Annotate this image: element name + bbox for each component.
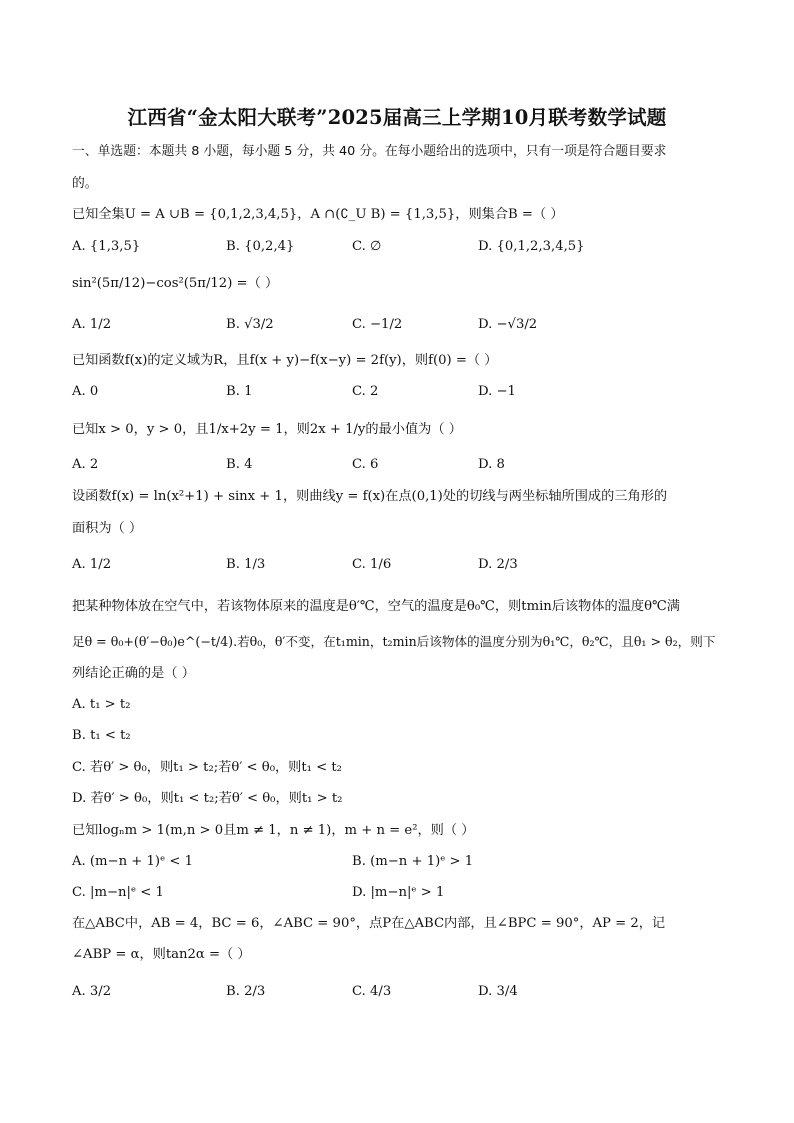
q2-option-c: C. −1/2	[352, 317, 403, 332]
q3-option-a: A. 0	[72, 384, 99, 399]
q8-option-b: B. 2/3	[226, 984, 266, 999]
q5-option-d: D. 2/3	[478, 557, 518, 572]
q6-option-b: B. t₁ < t₂	[72, 728, 131, 743]
question-3-stem: 已知函数f(x)的定义域为R，且f(x + y)−f(x−y) = 2f(y)，则f(0) =（ ）	[72, 353, 498, 368]
q8-option-c: C. 4/3	[352, 984, 392, 999]
q1-option-c: C. ∅	[352, 239, 382, 254]
section-heading-line2: 的。	[72, 176, 98, 191]
q7-option-a: A. (m−n + 1)ᵉ < 1	[72, 854, 193, 869]
q4-option-c: C. 6	[352, 457, 379, 472]
q7-option-b: B. (m−n + 1)ᵉ > 1	[352, 854, 474, 869]
q4-option-d: D. 8	[478, 457, 505, 472]
q2-option-b: B. √3/2	[226, 317, 274, 332]
q7-option-c: C. |m−n|ᵉ < 1	[72, 885, 164, 900]
q2-option-d: D. −√3/2	[478, 317, 538, 332]
q4-option-b: B. 4	[226, 457, 253, 472]
page-title: 江西省“金太阳大联考”2025届高三上学期10月联考数学试题	[127, 106, 667, 129]
q2-option-a: A. 1/2	[72, 317, 112, 332]
q3-option-c: C. 2	[352, 384, 379, 399]
q6-option-a: A. t₁ > t₂	[72, 697, 131, 712]
question-1-stem: 已知全集U = A ∪B = {0,1,2,3,4,5}，A ∩(∁_U B) = {1,3,5}，则集合B =（ ）	[72, 207, 564, 222]
question-4-stem: 已知x > 0，y > 0，且1/x+2y = 1，则2x + 1/y的最小值为（ ）	[72, 422, 462, 437]
question-5-stem-line1: 设函数f(x) = ln(x²+1) + sinx + 1，则曲线y = f(x)在点(0,1)处的切线与两坐标轴所围成的三角形的	[72, 489, 668, 504]
q1-option-a: A. {1,3,5}	[72, 239, 141, 254]
q8-option-a: A. 3/2	[72, 984, 112, 999]
q7-option-d: D. |m−n|ᵉ > 1	[352, 885, 445, 900]
question-2-stem: sin²(5π/12)−cos²(5π/12) =（ ）	[72, 276, 279, 291]
q6-option-d: D. 若θ′ > θ₀，则t₁ < t₂;若θ′ < θ₀，则t₁ > t₂	[72, 791, 343, 806]
q8-option-d: D. 3/4	[478, 984, 518, 999]
q5-option-c: C. 1/6	[352, 557, 392, 572]
question-8-stem-line2: ∠ABP = α，则tan2α =（ ）	[72, 947, 251, 962]
q5-option-a: A. 1/2	[72, 557, 112, 572]
q6-option-c: C. 若θ′ > θ₀，则t₁ > t₂;若θ′ < θ₀，则t₁ < t₂	[72, 760, 342, 775]
question-6-stem-line1: 把某种物体放在空气中，若该物体原来的温度是θ′℃，空气的温度是θ₀℃，则tmin后该物体的温度θ℃满	[72, 599, 680, 614]
section-heading-line1: 一、单选题：本题共 8 小题，每小题 5 分，共 40 分。在每小题给出的选项中，只有一项是符合题目要求	[72, 144, 667, 159]
question-5-stem-line2: 面积为（ ）	[72, 521, 143, 536]
question-7-stem: 已知logₙm > 1(m,n > 0且m ≠ 1，n ≠ 1)，m + n = e²，则（ ）	[72, 823, 475, 838]
question-6-stem-line2: 足θ = θ₀+(θ′−θ₀)e^(−t/4).若θ₀，θ′不变，在t₁min，t₂min后该物体的温度分别为θ₁℃，θ₂℃，且θ₁ > θ₂，则下	[72, 634, 716, 649]
q1-option-d: D. {0,1,2,3,4,5}	[478, 239, 585, 254]
q3-option-d: D. −1	[478, 384, 516, 399]
question-8-stem-line1: 在△ABC中，AB = 4，BC = 6，∠ABC = 90°，点P在△ABC内部，且∠BPC = 90°，AP = 2，记	[72, 916, 666, 931]
q1-option-b: B. {0,2,4}	[226, 239, 295, 254]
q5-option-b: B. 1/3	[226, 557, 266, 572]
question-6-stem-line3: 列结论正确的是（ ）	[72, 666, 195, 681]
q3-option-b: B. 1	[226, 384, 253, 399]
q4-option-a: A. 2	[72, 457, 99, 472]
